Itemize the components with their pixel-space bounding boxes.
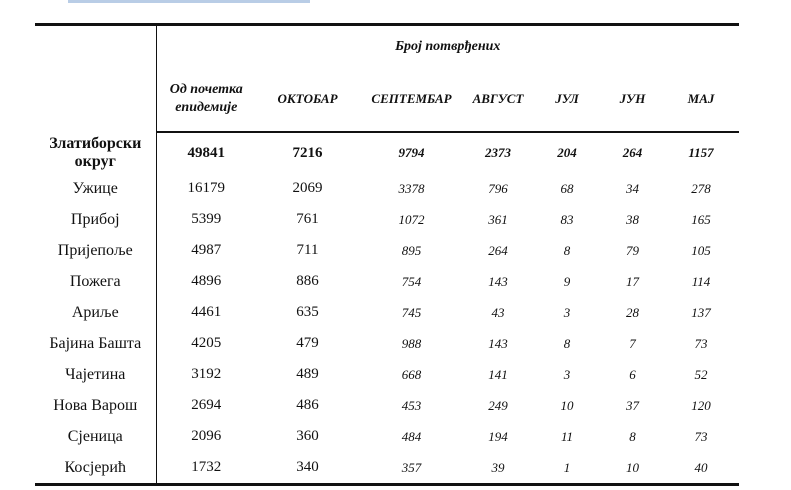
table-row bbox=[35, 421, 739, 452]
municipality-name: Прибој bbox=[35, 204, 156, 235]
value-since-start: 1732 bbox=[156, 452, 256, 485]
municipality-name: Пожега bbox=[35, 266, 156, 297]
value-september: 754 bbox=[401, 273, 422, 289]
value-may: 137 bbox=[691, 304, 711, 320]
total-may: 1157 bbox=[688, 145, 714, 160]
corner-cell bbox=[35, 25, 156, 133]
value-september: 745 bbox=[401, 304, 422, 320]
value-june: 8 bbox=[629, 428, 636, 444]
municipality-name: Ариље bbox=[35, 297, 156, 328]
value-august: 143 bbox=[488, 273, 508, 289]
group-header: Број потврђених bbox=[156, 25, 739, 68]
value-july: 9 bbox=[563, 273, 571, 289]
col-header-september: СЕПТЕМБАР bbox=[359, 67, 464, 132]
value-september: 988 bbox=[401, 335, 422, 351]
col-header-october: ОКТОБАР bbox=[256, 67, 359, 132]
value-september: 453 bbox=[401, 397, 422, 413]
value-october: 761 bbox=[296, 211, 319, 227]
value-august: 361 bbox=[488, 211, 508, 227]
value-june: 79 bbox=[626, 242, 639, 258]
value-july: 83 bbox=[560, 211, 574, 227]
value-august: 264 bbox=[488, 242, 508, 258]
value-since-start: 3192 bbox=[191, 366, 222, 382]
value-october: 489 bbox=[296, 366, 319, 382]
value-october: 2069 bbox=[292, 180, 323, 196]
table-row bbox=[35, 297, 739, 328]
value-september: 357 bbox=[359, 452, 464, 485]
table-row bbox=[35, 452, 739, 485]
total-june: 264 bbox=[622, 145, 643, 160]
value-october: 635 bbox=[296, 304, 319, 320]
value-june: 10 bbox=[602, 452, 663, 485]
value-september: 3378 bbox=[398, 180, 425, 196]
group-header-row bbox=[35, 25, 739, 68]
value-july: 3 bbox=[563, 366, 571, 382]
value-may: 120 bbox=[691, 397, 711, 413]
total-row-name: Златиборски округ bbox=[35, 132, 156, 173]
value-july: 8 bbox=[563, 242, 571, 258]
col-header-june: ЈУН bbox=[602, 67, 663, 132]
total-august: 2373 bbox=[485, 145, 511, 160]
value-october: 360 bbox=[296, 428, 319, 444]
value-october: 479 bbox=[296, 335, 319, 351]
municipality-name: Косјерић bbox=[35, 452, 156, 485]
value-may: 278 bbox=[691, 180, 711, 196]
table-row bbox=[35, 204, 739, 235]
value-july: 10 bbox=[560, 397, 574, 413]
value-august: 143 bbox=[488, 335, 508, 351]
col-header-july: ЈУЛ bbox=[532, 67, 602, 132]
value-october: 886 bbox=[296, 273, 319, 289]
value-since-start: 4461 bbox=[191, 304, 222, 320]
value-july: 3 bbox=[563, 304, 571, 320]
col-header-since-start: Од почетка епидемије bbox=[156, 67, 256, 132]
value-july: 68 bbox=[560, 180, 574, 196]
total-october: 7216 bbox=[292, 144, 323, 161]
table-row bbox=[35, 390, 739, 421]
total-september: 9794 bbox=[398, 145, 425, 160]
value-june: 6 bbox=[629, 366, 636, 382]
value-since-start: 4205 bbox=[191, 335, 222, 351]
value-october: 711 bbox=[296, 242, 319, 258]
value-may: 73 bbox=[694, 428, 708, 444]
value-september: 484 bbox=[401, 428, 422, 444]
value-june: 37 bbox=[626, 397, 639, 413]
municipality-name: Нова Варош bbox=[35, 390, 156, 421]
value-july: 1 bbox=[532, 452, 602, 485]
top-accent-bar bbox=[68, 0, 310, 3]
municipality-name: Пријепоље bbox=[35, 235, 156, 266]
value-since-start: 2096 bbox=[191, 428, 222, 444]
value-august: 43 bbox=[491, 304, 505, 320]
table-row bbox=[35, 359, 739, 390]
value-june: 7 bbox=[629, 335, 636, 351]
confirmed-cases-table bbox=[35, 23, 739, 486]
value-june: 17 bbox=[626, 273, 639, 289]
value-august: 249 bbox=[488, 397, 508, 413]
value-since-start: 4987 bbox=[191, 242, 222, 258]
value-october: 486 bbox=[296, 397, 319, 413]
value-august: 796 bbox=[488, 180, 508, 196]
municipality-name: Сјеница bbox=[35, 421, 156, 452]
value-since-start: 16179 bbox=[187, 180, 225, 196]
value-september: 668 bbox=[401, 366, 422, 382]
table-row bbox=[35, 173, 739, 204]
value-july: 8 bbox=[563, 335, 571, 351]
value-july: 11 bbox=[560, 428, 574, 444]
value-june: 38 bbox=[626, 211, 639, 227]
municipality-name: Бајина Башта bbox=[35, 328, 156, 359]
value-august: 194 bbox=[488, 428, 508, 444]
table-row bbox=[35, 266, 739, 297]
table-row bbox=[35, 235, 739, 266]
value-since-start: 5399 bbox=[191, 211, 222, 227]
col-header-may: МАЈ bbox=[663, 67, 739, 132]
value-since-start: 4896 bbox=[191, 273, 222, 289]
value-august: 39 bbox=[464, 452, 532, 485]
value-june: 28 bbox=[626, 304, 639, 320]
value-may: 73 bbox=[694, 335, 708, 351]
value-may: 105 bbox=[691, 242, 711, 258]
total-row bbox=[35, 132, 739, 173]
value-may: 52 bbox=[694, 366, 708, 382]
value-august: 141 bbox=[488, 366, 508, 382]
municipality-name: Чајетина bbox=[35, 359, 156, 390]
value-may: 114 bbox=[691, 273, 711, 289]
total-july: 204 bbox=[557, 145, 577, 160]
total-since-start: 49841 bbox=[187, 144, 225, 161]
value-october: 340 bbox=[256, 452, 359, 485]
value-may: 165 bbox=[691, 211, 711, 227]
value-september: 1072 bbox=[398, 211, 425, 227]
table-row bbox=[35, 328, 739, 359]
value-may: 40 bbox=[663, 452, 739, 485]
value-june: 34 bbox=[626, 180, 639, 196]
municipality-name: Ужице bbox=[35, 173, 156, 204]
col-header-august: АВГУСТ bbox=[464, 67, 532, 132]
value-september: 895 bbox=[401, 242, 422, 258]
value-since-start: 2694 bbox=[191, 397, 222, 413]
